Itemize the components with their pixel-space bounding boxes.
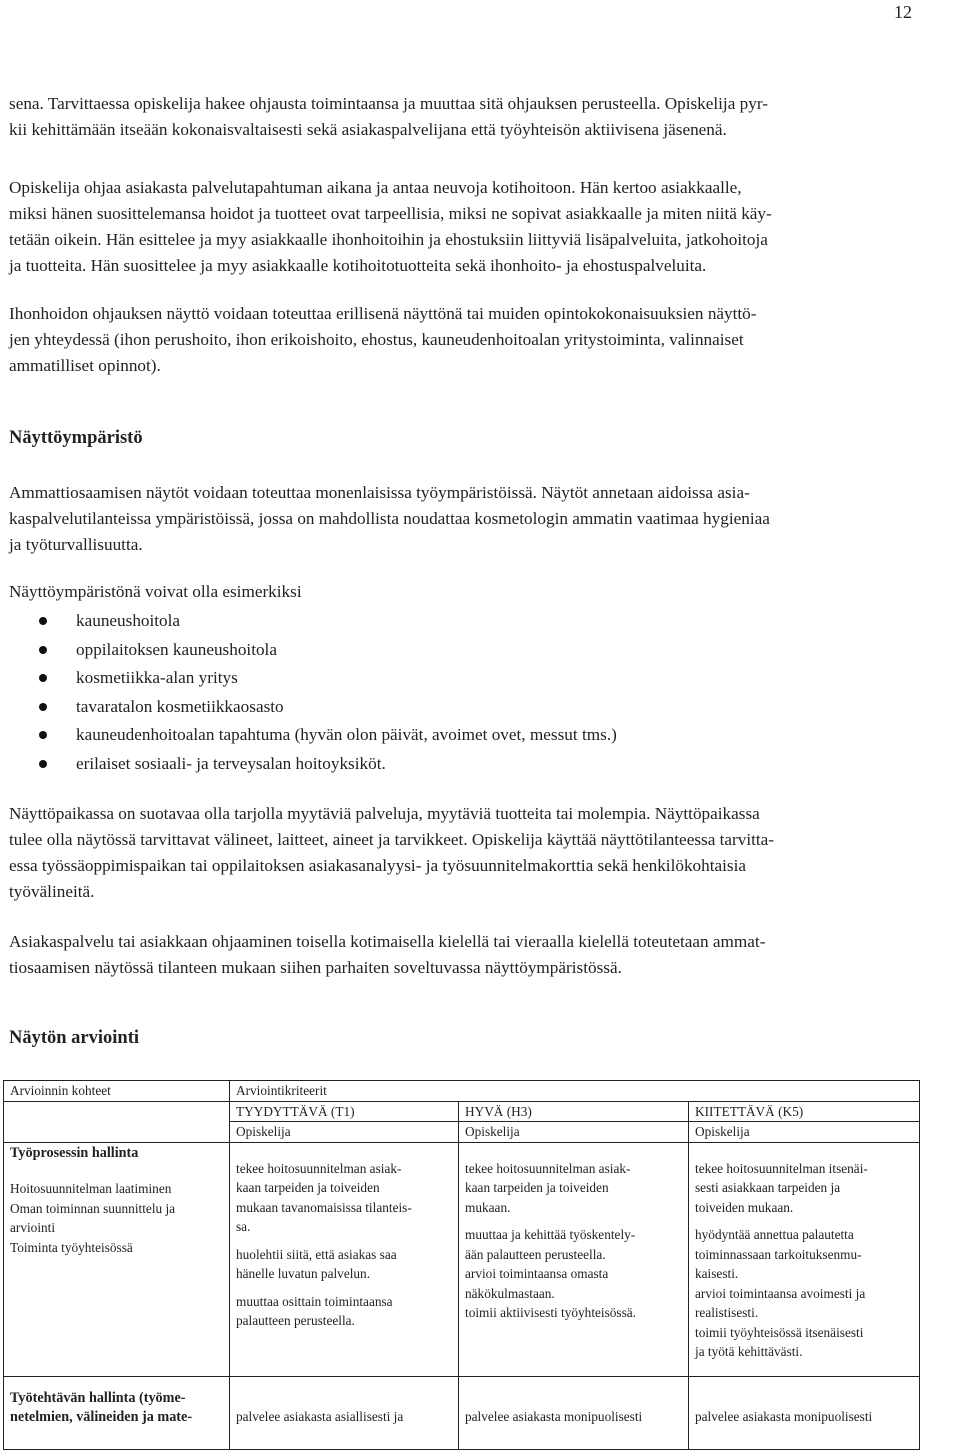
- heading-demonstration-environment: Näyttöympäristö: [9, 428, 143, 448]
- paragraph-customer-advice: Opiskelija ohjaa asiakasta palvelutapahtuman aikana ja antaa neuvoja kotihoitoon. Hän kertoo asiakkaalle, miksi hänen suosittelemansa hoidot ja tuotteet ovat tarpeellisia, miksi ne sopivat asiakkaalle ja miten niitä käy- tetään oikein. Hän esittelee ja myy asiakkaalle ihonhoitoihin ja ehostuksiin liittyviä lisäpalveluita, jatkohoitoja ja tuotteita. Hän suosittelee ja myy asiakkaalle kotihoitotuotteita sekä ihonhoito- ja ehostuspalveluita.: [9, 178, 772, 275]
- paragraph-environment: Ammattiosaamisen näytöt voidaan toteuttaa monenlaisissa työympäristöissä. Näytöt annetaan aidoissa asia- kaspalvelutilanteissa ympäristöissä, jossa on mahdollista noudattaa kosmetologin ammatin vaatimaa hygieniaa ja työturvallisuutta.: [9, 483, 770, 554]
- bullet-icon: [39, 617, 47, 625]
- criteria-h3-service: palvelee asiakasta monipuolisesti: [459, 1376, 689, 1449]
- example-environments-list: [9, 607, 617, 778]
- list-item: kosmetiikka-alan yritys: [9, 664, 617, 693]
- bullet-icon: [39, 703, 47, 711]
- level-header-t1: TYYDYTTÄVÄ (T1): [230, 1101, 459, 1122]
- paragraph-language: Asiakaspalvelu tai asiakkaan ohjaaminen toisella kotimaisella kielellä tai vieraalla kielellä toteutetaan ammat- tiosaamisen näytössä tilanteen mukaan siihen parhaiten soveltuvassa näyttöympäristössä.: [9, 932, 766, 977]
- work-process-targets: Työprosessin hallinta Hoitosuunnitelman laatiminen Oman toiminnan suunnittelu ja arviointi Toiminta työyhteisössä: [4, 1142, 230, 1376]
- criteria-t1: tekee hoitosuunnitelman asiak- kaan tarpeiden ja toiveiden mukaan tavanomaisissa tilanteis- sa. huolehtii siitä, että asiakas saa hänelle luvatun palvelun. muuttaa osittain toimintaansa palautteen perusteella.: [230, 1142, 459, 1376]
- criteria-k5: tekee hoitosuunnitelman itsenäi- sesti asiakkaan tarpeiden ja toiveiden mukaan. hyödyntää annettua palautetta toiminnassaan tarkoituksenmu- kaisesti. arvioi toimintaansa avoimesti ja realistisesti. toimii työyhteisössä itsenäisesti ja työtä kehittävästi.: [689, 1142, 920, 1376]
- paragraph-demonstration-scope: Ihonhoidon ohjauksen näyttö voidaan toteuttaa erillisenä näyttönä tai muiden opintokokonaisuuksien näyttö- jen yhteydessä (ihon perushoito, ihon erikoishoito, ehostus, kauneudenhoitoalan yritystoiminta, valinnaiset ammatilliset opinnot).: [9, 304, 757, 375]
- level-header-k5: KIITETTÄVÄ (K5): [689, 1101, 920, 1122]
- table-header-criteria: Arviointikriteerit: [230, 1081, 920, 1102]
- level-header-h3: HYVÄ (H3): [459, 1101, 689, 1122]
- table-row: [4, 1101, 920, 1122]
- paragraph-guidance: sena. Tarvittaessa opiskelija hakee ohjausta toimintaansa ja muuttaa sitä ohjauksen perusteella. Opiskelija pyr- kii kehittämään itseään kokonaisvaltaisesti sekä asiakaspalvelijana että työyhteisön aktiivisena jäsenenä.: [9, 94, 768, 139]
- list-item: tavaratalon kosmetiikkaosasto: [9, 693, 617, 722]
- task-management-targets: Työtehtävän hallinta (työme- netelmien, välineiden ja mate-: [4, 1376, 230, 1449]
- table-header-targets: Arvioinnin kohteet: [4, 1081, 230, 1102]
- heading-assessment: Näytön arviointi: [9, 1028, 140, 1048]
- bullet-icon: [39, 731, 47, 739]
- list-item: oppilaitoksen kauneushoitola: [9, 636, 617, 665]
- criteria-k5-service: palvelee asiakasta monipuolisesti: [689, 1376, 920, 1449]
- list-item: kauneudenhoitoalan tapahtuma (hyvän olon päivät, avoimet ovet, messut tms.): [9, 721, 617, 750]
- criteria-t1-service: palvelee asiakasta asiallisesti ja: [230, 1376, 459, 1449]
- list-item: erilaiset sosiaali- ja terveysalan hoitoyksiköt.: [9, 750, 617, 779]
- assessment-table: [3, 1080, 920, 1450]
- paragraph-demonstration-place: Näyttöpaikassa on suotavaa olla tarjolla myytäviä palveluja, myytäviä tuotteita tai molempia. Näyttöpaikassa tulee olla näytössä tarvittavat välineet, laitteet, aineet ja tarvikkeet. Opiskelija käyttää näyttötilanteessa tarvitta- essa työssäoppimispaikan tai oppilaitoksen asiakasanalyysi- ja työsuunnitelmakorttia sekä henkilökohtaisia työvälineitä.: [9, 804, 775, 901]
- role-label: Opiskelija: [459, 1122, 689, 1143]
- role-label: Opiskelija: [230, 1122, 459, 1143]
- bullet-icon: [39, 760, 47, 768]
- page-number: 12: [894, 2, 912, 22]
- table-row: [4, 1142, 920, 1376]
- role-label: Opiskelija: [689, 1122, 920, 1143]
- table-row: [4, 1376, 920, 1449]
- examples-intro: Näyttöympäristönä voivat olla esimerkiksi: [9, 582, 302, 601]
- bullet-icon: [39, 646, 47, 654]
- list-item: kauneushoitola: [9, 607, 617, 636]
- section-title: Työprosessin hallinta: [10, 1144, 139, 1161]
- table-cell-empty: [4, 1101, 230, 1142]
- bullet-icon: [39, 674, 47, 682]
- table-row: [4, 1081, 920, 1102]
- criteria-h3: tekee hoitosuunnitelman asiak- kaan tarpeiden ja toiveiden mukaan. muuttaa ja kehittää työskentely- ään palautteen perusteella. arvioi toimintaansa omasta näkökulmastaan. toimii aktiivisesti työyhteisössä.: [459, 1142, 689, 1376]
